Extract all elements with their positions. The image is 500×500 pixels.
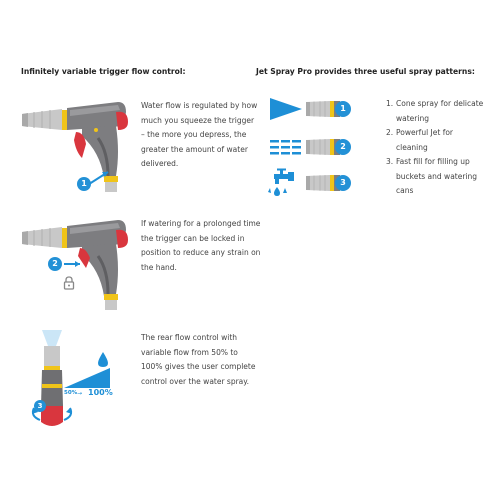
list-item-number: 2.	[386, 128, 394, 137]
nozzle-head-1	[306, 98, 362, 120]
rear-flow-control-illustration	[30, 326, 115, 441]
list-item-label: Powerful Jet for cleaning	[396, 128, 454, 152]
spray-patterns-heading: Jet Spray Pro provides three useful spray patterns:	[256, 67, 475, 76]
list-item	[386, 97, 486, 126]
flow-min-label: 50%	[64, 390, 78, 396]
cone-spray-icon	[268, 96, 304, 122]
list-item-number: 1.	[386, 99, 394, 108]
padlock-icon	[63, 276, 75, 290]
spray-pattern-list	[386, 97, 486, 199]
fast-fill-icon	[266, 168, 306, 198]
rear-flow-text: The rear flow control with variable flow from 50% to 100% gives the user complete control over the water spray.	[141, 333, 256, 386]
flow-arrow-icon: →	[77, 390, 83, 397]
pattern-badge-1: 1	[335, 101, 351, 117]
pattern-badge-2: 2	[335, 139, 351, 155]
nozzle-head-2	[306, 136, 362, 158]
trigger-badge-1: 1	[77, 177, 91, 191]
trigger-flow-heading: Infinitely variable trigger flow control:	[21, 67, 186, 76]
flow-max-label: 100%	[88, 388, 113, 397]
list-item-label: Cone spray for delicate watering	[396, 99, 484, 123]
list-item-label: Fast fill for filling up buckets and watering cans	[396, 157, 478, 195]
nozzle-head-3	[306, 172, 362, 194]
list-item	[386, 155, 486, 199]
jet-spray-icon	[268, 137, 304, 157]
trigger-squeeze-text: Water flow is regulated by how much you squeeze the trigger – the more you depress, the greater the amount of water delivered.	[141, 101, 258, 168]
trigger-badge-3: 3	[34, 400, 46, 412]
trigger-badge-2: 2	[48, 257, 62, 271]
pattern-badge-3: 3	[335, 175, 351, 191]
list-item-number: 3.	[386, 157, 394, 166]
spray-gun-lock-illustration	[20, 218, 135, 318]
list-item	[386, 126, 486, 155]
trigger-lock-text: If watering for a prolonged time the trigger can be locked in position to reduce any strain on the hand.	[141, 219, 261, 272]
